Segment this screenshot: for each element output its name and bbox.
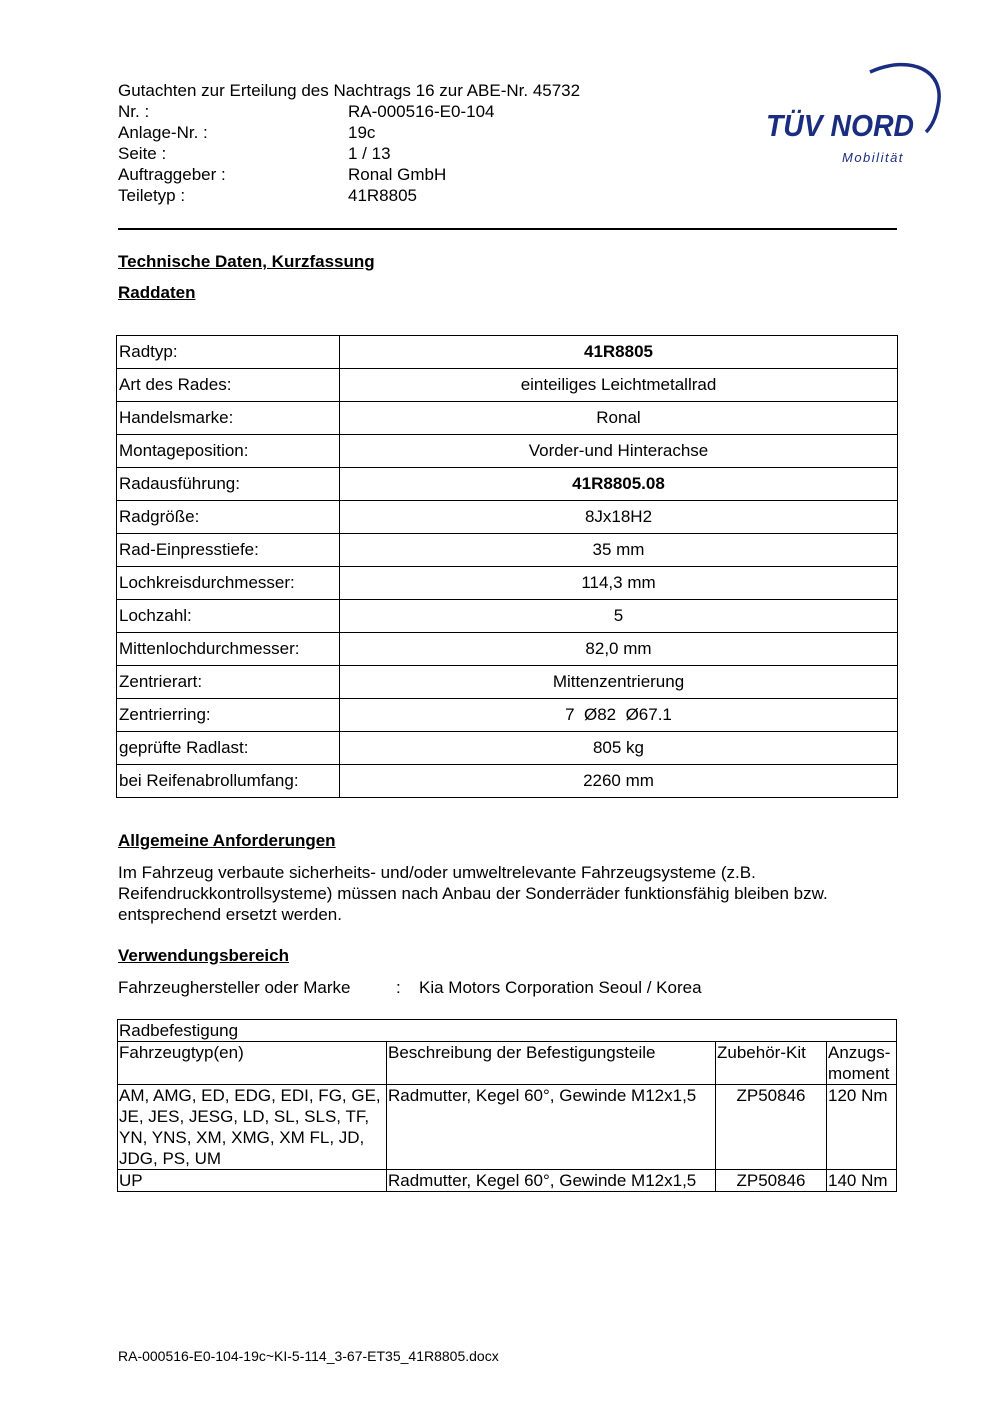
manufacturer-value: Kia Motors Corporation Seoul / Korea (419, 978, 702, 997)
header-row-auftraggeber (118, 164, 580, 185)
cell-value: 7 Ø82 Ø67.1 (340, 699, 898, 732)
header-row-seite (118, 143, 580, 164)
cell-label: Radgröße: (117, 501, 340, 534)
cell-value: 41R8805 (340, 336, 898, 369)
heading-technical-data: Technische Daten, Kurzfassung (118, 252, 375, 271)
fastener-description-cell: Radmutter, Kegel 60°, Gewinde M12x1,5 (387, 1170, 716, 1192)
cell-label: Zentrierart: (117, 666, 340, 699)
fastener-description-cell: Radmutter, Kegel 60°, Gewinde M12x1,5 (387, 1085, 716, 1170)
cell-label: bei Reifenabrollumfang: (117, 765, 340, 798)
cell-value: einteiliges Leichtmetallrad (340, 369, 898, 402)
header-value: Ronal GmbH (348, 165, 447, 184)
table-row (118, 1085, 897, 1170)
header-label: Anlage-Nr. : (118, 123, 208, 142)
cell-value: 805 kg (340, 732, 898, 765)
cell-value: Vorder-und Hinterachse (340, 435, 898, 468)
cell-label: Mittenlochdurchmesser: (117, 633, 340, 666)
cell-value: 2260 mm (340, 765, 898, 798)
accessory-kit-cell: ZP50846 (716, 1085, 827, 1170)
cell-label: Lochzahl: (117, 600, 340, 633)
header-label: Teiletyp : (118, 186, 186, 205)
table-row (117, 567, 898, 600)
cell-label: Radausführung: (117, 468, 340, 501)
table-row (117, 468, 898, 501)
column-header: Fahrzeugtyp(en) (118, 1042, 387, 1085)
header-title: Gutachten zur Erteilung des Nachtrags 16 zur ABE-Nr. 45732 (118, 81, 581, 100)
wheel-data-table (116, 335, 898, 798)
header-row-anlage (118, 122, 580, 143)
table-row (117, 435, 898, 468)
header-value: 1 / 13 (348, 144, 391, 163)
table-header-row (118, 1042, 897, 1085)
general-requirements-text: Im Fahrzeug verbaute sicherheits- und/oder umweltrelevante Fahrzeugsysteme (z.B. Reifendruckkontrollsysteme) müssen nach Anbau der Sonderräder funktionsfähig bleiben bzw. entsprechend ersetzt werden. (118, 863, 828, 924)
manufacturer-label: Fahrzeughersteller oder Marke (118, 978, 351, 997)
column-header: Zubehör-Kit (716, 1042, 827, 1085)
logo-brand-text: TÜV NORD (766, 108, 914, 143)
table-row (117, 336, 898, 369)
table-row (117, 600, 898, 633)
torque-cell: 120 Nm (827, 1085, 897, 1170)
table-row (117, 666, 898, 699)
wheel-fastening-table (117, 1019, 897, 1192)
manufacturer-separator: : (396, 978, 401, 997)
column-header: Anzugs-moment (827, 1042, 897, 1085)
header-label: Seite : (118, 144, 167, 163)
cell-value: 8Jx18H2 (340, 501, 898, 534)
header-label: Nr. : (118, 102, 150, 121)
torque-cell: 140 Nm (827, 1170, 897, 1192)
heading-raddaten: Raddaten (118, 283, 196, 302)
heading-general-requirements: Allgemeine Anforderungen (118, 831, 336, 850)
table-title: Radbefestigung (118, 1020, 897, 1042)
cell-value: 82,0 mm (340, 633, 898, 666)
header-value: RA-000516-E0-104 (348, 102, 495, 121)
accessory-kit-cell: ZP50846 (716, 1170, 827, 1192)
table-row (117, 402, 898, 435)
header-row-nr (118, 101, 580, 122)
header-value: 19c (348, 123, 376, 142)
cell-label: Radtyp: (117, 336, 340, 369)
logo-subtitle: Mobilität (842, 150, 904, 165)
cell-value: Mittenzentrierung (340, 666, 898, 699)
cell-value: 5 (340, 600, 898, 633)
vehicle-types-cell: AM, AMG, ED, EDG, EDI, FG, GE, JE, JES, JESG, LD, SL, SLS, TF, YN, YNS, XM, XMG, XM FL, JD, JDG, PS, UM (118, 1085, 387, 1170)
table-row (118, 1170, 897, 1192)
cell-value: 114,3 mm (340, 567, 898, 600)
vehicle-manufacturer-line (118, 978, 702, 998)
cell-value: Ronal (340, 402, 898, 435)
header-label: Auftraggeber : (118, 165, 226, 184)
header-row-teiletyp (118, 185, 580, 206)
cell-value: 35 mm (340, 534, 898, 567)
header-value: 41R8805 (348, 186, 418, 205)
document-footer-filename: RA-000516-E0-104-19c~KI-5-114_3-67-ET35_41R8805.docx (118, 1348, 499, 1364)
heading-usage-range: Verwendungsbereich (118, 946, 289, 965)
cell-label: Zentrierring: (117, 699, 340, 732)
table-row (117, 633, 898, 666)
column-header: Beschreibung der Befestigungsteile (387, 1042, 716, 1085)
table-row (117, 369, 898, 402)
header-divider (118, 228, 897, 230)
vehicle-types-cell: UP (118, 1170, 387, 1192)
cell-label: Lochkreisdurchmesser: (117, 567, 340, 600)
table-row (117, 534, 898, 567)
cell-label: geprüfte Radlast: (117, 732, 340, 765)
cell-label: Rad-Einpresstiefe: (117, 534, 340, 567)
table-title-row (118, 1020, 897, 1042)
table-row (117, 501, 898, 534)
cell-label: Montageposition: (117, 435, 340, 468)
table-row (117, 699, 898, 732)
table-row (117, 765, 898, 798)
cell-label: Handelsmarke: (117, 402, 340, 435)
cell-value: 41R8805.08 (340, 468, 898, 501)
table-row (117, 732, 898, 765)
document-header (118, 80, 580, 206)
cell-label: Art des Rades: (117, 369, 340, 402)
